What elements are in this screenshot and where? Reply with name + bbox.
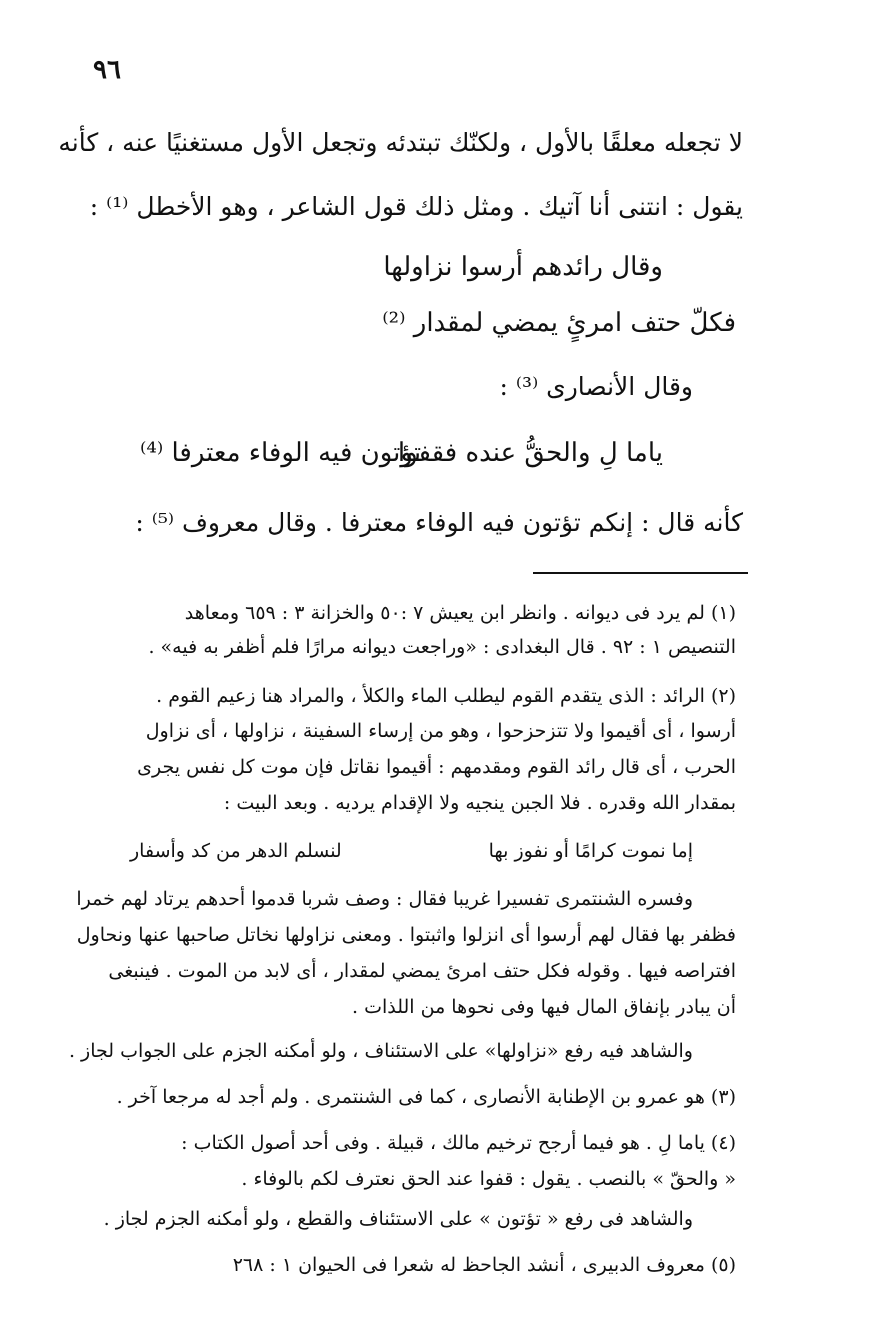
- verse-2-hemistich-1: ياما لِ والحقُّ عنده فقفوا: [397, 438, 663, 468]
- footnote-line: « والحقّ » بالنصب . يقول : قفوا عند الحق نعترف لكم بالوفاء .: [241, 1168, 736, 1190]
- body-line-ansari: وقال الأنصارى ⁽³⁾ :: [499, 372, 693, 401]
- body-line-last: كأنه قال : إنكم تؤتون فيه الوفاء معترفا . وقال معروف ⁽⁵⁾ :: [135, 508, 743, 537]
- footnote-line: (٤) ياما لِ . هو فيما أرجح ترخيم مالك ، قبيلة . وفى أحد أصول الكتاب :: [181, 1132, 736, 1154]
- footnote-line: (١) لم يرد فى ديوانه . وانظر ابن يعيش ٧ :٥٠ والخزانة ٣ : ٦٥٩ ومعاهد: [184, 602, 736, 624]
- footnote-line: (٢) الرائد : الذى يتقدم القوم ليطلب الماء والكلأ ، والمراد هنا زعيم القوم .: [156, 685, 736, 707]
- footnote-line: فظفر بها فقال لهم أرسوا أى انزلوا واثبتوا . ومعنى نزاولها نخاتل صاحبها عنها ونحاول: [76, 924, 736, 946]
- body-line-1: لا تجعله معلقًا بالأول ، ولكنّك تبتدئه وتجعل الأول مستغنيًا عنه ، كأنه: [58, 128, 743, 157]
- footnote-verse-hemistich-1: إما نموت كرامًا أو نفوز بها: [488, 840, 693, 862]
- footnote-divider: [533, 572, 748, 574]
- footnote-line: الحرب ، أى قال رائد القوم ومقدمهم : أقيموا نقاتل فإن موت كل نفس يجرى: [137, 756, 736, 778]
- footnote-line: التنصيص ١ : ٩٢ . قال البغدادى : «وراجعت ديوانه مرارًا فلم أظفر به فيه» .: [148, 636, 736, 658]
- footnote-line: والشاهد فيه رفع «نزاولها» على الاستئناف ، ولو أمكنه الجزم على الجواب لجاز .: [68, 1040, 693, 1062]
- verse-1-hemistich-2: فكلّ حتف امرئٍ يمضي لمقدار ⁽²⁾: [382, 308, 736, 338]
- footnote-line: افتراصه فيها . وقوله فكل حتف امرئ يمضي لمقدار ، أى لابد من الموت . فينبغى: [108, 960, 736, 982]
- footnote-line: وفسره الشنتمرى تفسيرا غريبا فقال : وصف شربا قدموا أحدهم يرتاد لهم خمرا: [76, 888, 693, 910]
- body-line-2: يقول : انتنى أنا آتيك . ومثل ذلك قول الشاعر ، وهو الأخطل ⁽¹⁾ :: [89, 192, 743, 221]
- footnote-line: (٣) هو عمرو بن الإطنابة الأنصارى ، كما فى الشنتمرى . ولم أجد له مرجعا آخر .: [116, 1086, 736, 1108]
- footnote-verse-hemistich-2: لنسلم الدهر من كد وأسفار: [130, 840, 342, 862]
- footnote-line: أن يبادر بإنفاق المال فيها وفى نحوها من اللذات .: [352, 996, 736, 1018]
- footnote-line: بمقدار الله وقدره . فلا الجبن ينجيه ولا الإقدام يرديه . وبعد البيت :: [223, 792, 736, 814]
- footnote-line: أرسوا ، أى أقيموا ولا تتزحزحوا ، وهو من إرساء السفينة ، نزاولها ، أى نزاول: [145, 720, 736, 742]
- footnote-line: والشاهد فى رفع « تؤتون » على الاستئناف والقطع ، ولو أمكنه الجزم لجاز .: [103, 1208, 693, 1230]
- page-number: ٩٦: [93, 55, 121, 85]
- footnote-line: (٥) معروف الدبيرى ، أنشد الجاحظ له شعرا فى الحيوان ١ : ٢٦٨: [232, 1254, 736, 1276]
- verse-1-hemistich-1: وقال رائدهم أرسوا نزاولها: [383, 252, 663, 282]
- verse-2-hemistich-2: تؤتون فيه الوفاء معترفا ⁽⁴⁾: [140, 438, 422, 468]
